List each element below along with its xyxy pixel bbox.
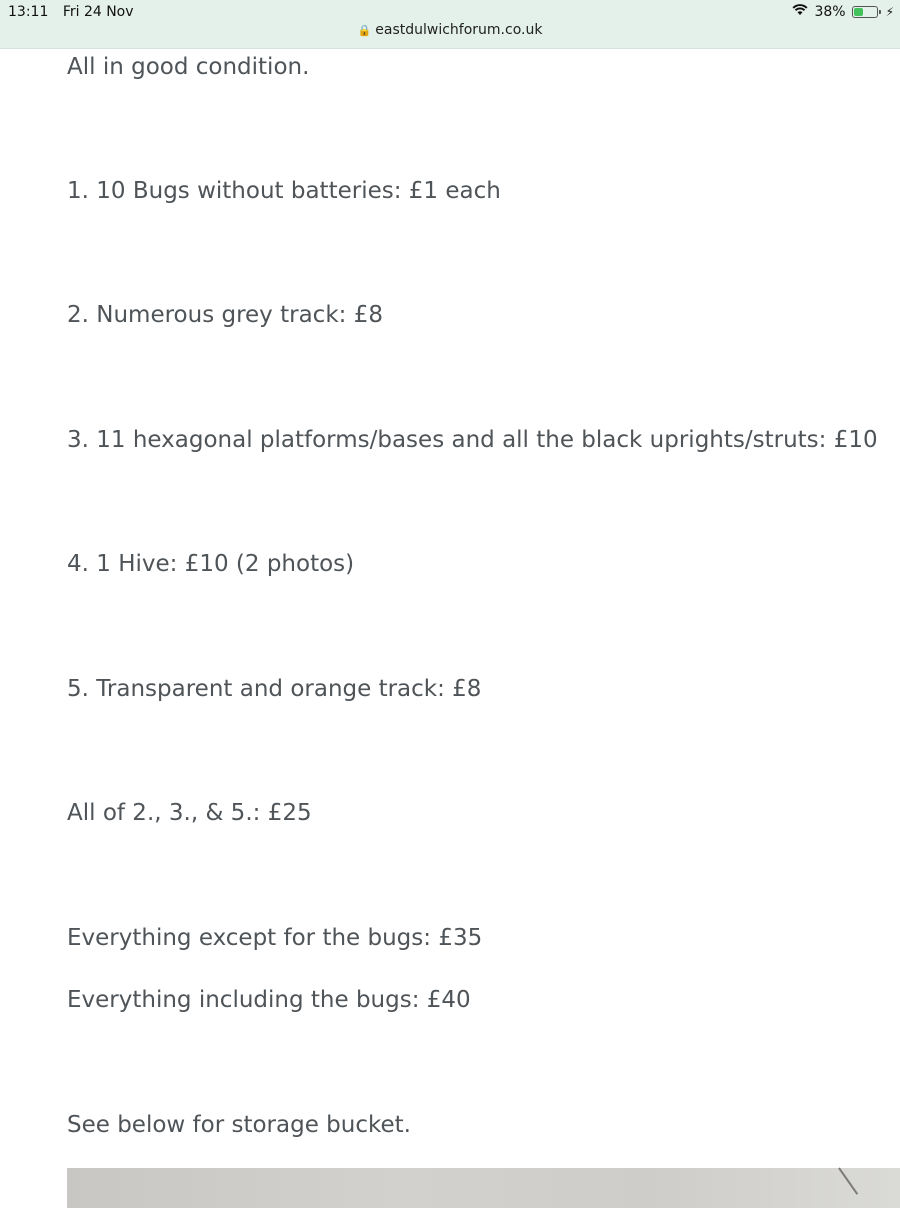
post-line: 1. 10 Bugs without batteries: £1 each [67,178,501,204]
status-indicators [792,4,894,20]
battery-icon [852,6,878,18]
status-time-date [8,4,134,20]
post-line: See below for storage bucket. [67,1112,411,1138]
url-text[interactable]: eastdulwichforum.co.uk [375,22,543,38]
status-date: Fri 24 Nov [62,4,134,20]
status-bar [0,0,900,49]
status-time: 13:11 [8,4,49,20]
url-bar[interactable] [0,22,900,38]
photo-detail [838,1167,858,1194]
wifi-icon [792,4,808,20]
lock-icon: 🔒 [357,24,372,37]
post-line: 4. 1 Hive: £10 (2 photos) [67,551,355,577]
post-line: 3. 11 hexagonal platforms/bases and all the black uprights/struts: £10 [67,427,878,453]
battery-percent: 38% [814,4,846,20]
post-line: All of 2., 3., & 5.: £25 [67,800,312,826]
post-line: All in good condition. [67,54,310,80]
storage-bucket-photo[interactable] [67,1168,900,1208]
post-line: Everything including the bugs: £40 [67,987,471,1013]
post-line: Everything except for the bugs: £35 [67,925,483,951]
post-line: 5. Transparent and orange track: £8 [67,676,482,702]
bolt-icon: ⚡ [885,5,894,19]
post-line: 2. Numerous grey track: £8 [67,302,383,328]
battery-level [854,8,863,16]
